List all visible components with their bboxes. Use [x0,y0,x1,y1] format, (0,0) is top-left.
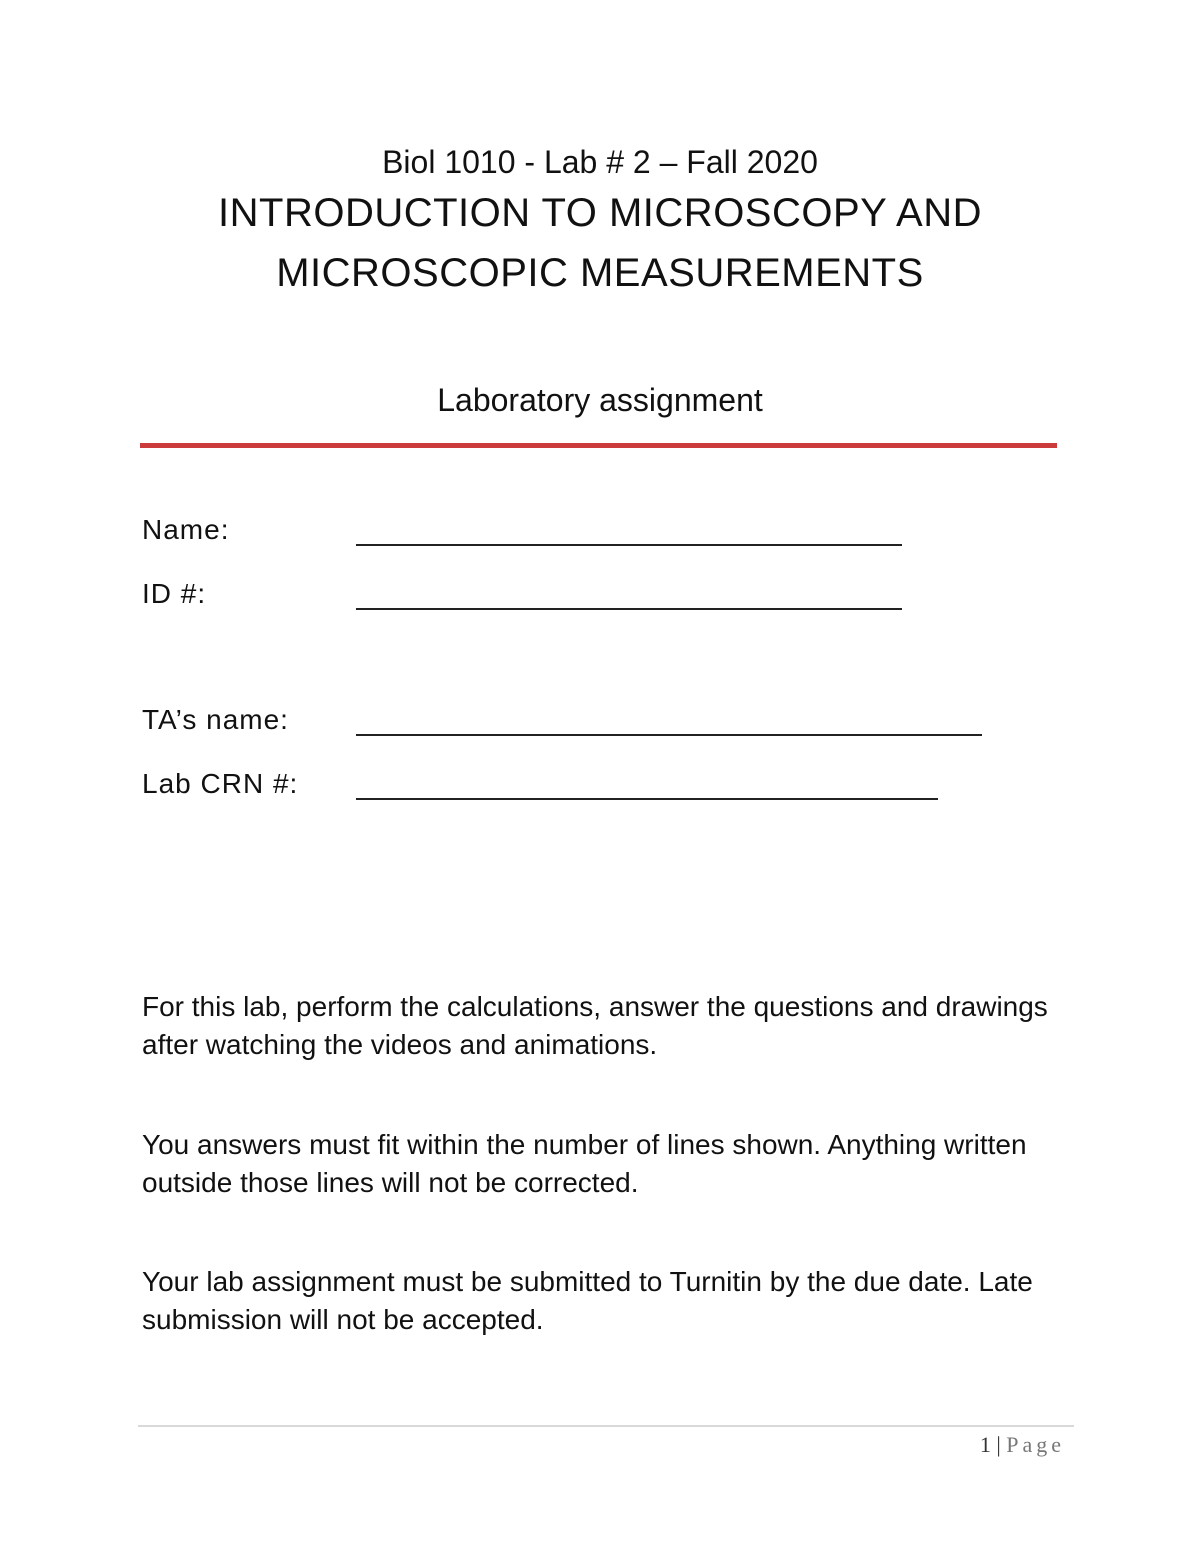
lab-crn-blank-line[interactable] [356,798,938,800]
instruction-paragraph: Your lab assignment must be submitted to Turnitin by the due date. Late submission will not be accepted. [142,1266,1033,1335]
id-blank-line[interactable] [356,608,902,610]
ta-name-blank-line[interactable] [356,734,982,736]
instruction-paragraph: You answers must fit within the number of lines shown. Anything written outside those lines will not be corrected. [142,1129,1027,1198]
id-label: ID #: [142,578,207,609]
name-label: Name: [142,514,230,545]
instruction-paragraph: For this lab, perform the calculations, answer the questions and drawings after watching the videos and animations. [142,991,1048,1060]
page-word: Page [1006,1432,1065,1457]
document-title-line-1: INTRODUCTION TO MICROSCOPY AND [218,191,982,235]
course-line: Biol 1010 - Lab # 2 – Fall 2020 [382,144,818,180]
lab-crn-label: Lab CRN #: [142,768,299,799]
page-separator: | [996,1432,1001,1457]
name-blank-line[interactable] [356,544,902,546]
page-number: 1 [979,1432,991,1457]
document-subtitle: Laboratory assignment [437,382,763,418]
accent-divider [140,443,1057,448]
ta-name-label: TA’s name: [142,704,289,735]
document-title-line-2: MICROSCOPIC MEASUREMENTS [276,251,924,295]
footer-divider [138,1425,1074,1427]
page-number-footer [900,1430,1065,1460]
